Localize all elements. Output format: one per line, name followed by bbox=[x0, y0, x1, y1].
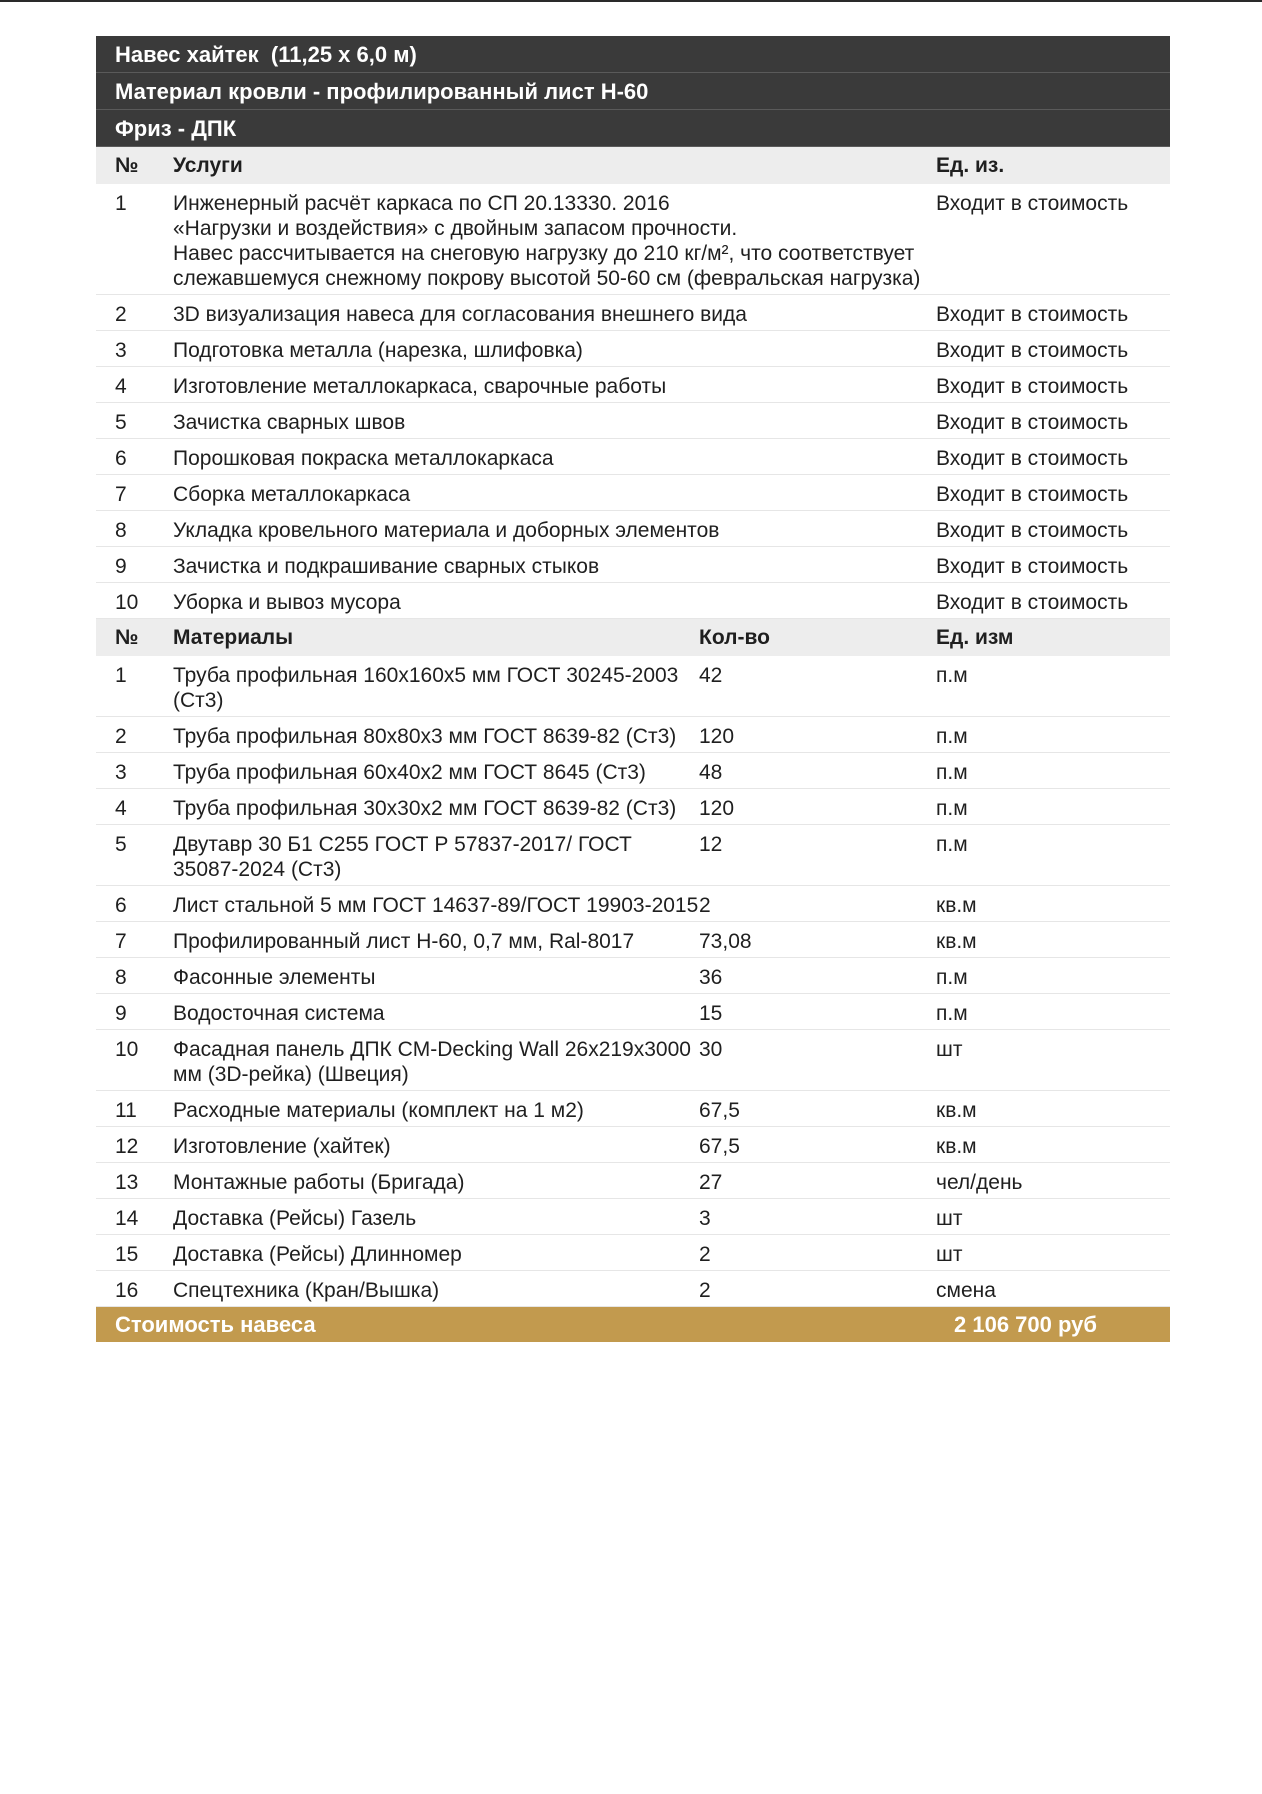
services-name-header: Услуги bbox=[173, 147, 936, 184]
service-num: 10 bbox=[96, 583, 173, 619]
material-unit: кв.м bbox=[936, 1127, 1170, 1163]
material-unit: п.м bbox=[936, 994, 1170, 1030]
materials-unit-header: Ед. изм bbox=[936, 619, 1170, 656]
service-num: 9 bbox=[96, 547, 173, 583]
service-num: 2 bbox=[96, 295, 173, 331]
service-row bbox=[96, 295, 1170, 331]
material-unit: п.м bbox=[936, 753, 1170, 789]
material-name: Спецтехника (Кран/Вышка) bbox=[173, 1271, 699, 1307]
top-rule bbox=[0, 0, 1262, 2]
materials-table bbox=[96, 619, 1170, 1307]
service-unit: Входит в стоимость bbox=[936, 295, 1170, 331]
material-qty: 42 bbox=[699, 656, 936, 717]
roof-material: Материал кровли - профилированный лист Н-60 bbox=[96, 73, 1170, 110]
service-row bbox=[96, 583, 1170, 619]
material-row bbox=[96, 656, 1170, 717]
canopy-title: Навес хайтек (11,25 х 6,0 м) bbox=[96, 36, 1170, 73]
material-name: Фасадная панель ДПК CM-Decking Wall 26х219х3000 мм (3D-рейка) (Швеция) bbox=[173, 1030, 699, 1091]
material-unit: п.м bbox=[936, 825, 1170, 886]
service-name: Подготовка металла (нарезка, шлифовка) bbox=[173, 331, 936, 367]
service-unit: Входит в стоимость bbox=[936, 511, 1170, 547]
material-unit: шт bbox=[936, 1199, 1170, 1235]
material-qty: 48 bbox=[699, 753, 936, 789]
services-header-row bbox=[96, 147, 1170, 184]
materials-qty-header: Кол-во bbox=[699, 619, 936, 656]
material-qty: 67,5 bbox=[699, 1127, 936, 1163]
material-row bbox=[96, 994, 1170, 1030]
material-name: Лист стальной 5 мм ГОСТ 14637-89/ГОСТ 19903-2015 bbox=[173, 886, 699, 922]
material-unit: кв.м bbox=[936, 922, 1170, 958]
material-unit: шт bbox=[936, 1235, 1170, 1271]
material-num: 5 bbox=[96, 825, 173, 886]
service-unit: Входит в стоимость bbox=[936, 184, 1170, 295]
services-table bbox=[96, 147, 1170, 619]
material-num: 9 bbox=[96, 994, 173, 1030]
material-qty: 73,08 bbox=[699, 922, 936, 958]
material-num: 7 bbox=[96, 922, 173, 958]
material-qty: 2 bbox=[699, 886, 936, 922]
material-num: 15 bbox=[96, 1235, 173, 1271]
material-num: 3 bbox=[96, 753, 173, 789]
service-unit: Входит в стоимость bbox=[936, 475, 1170, 511]
material-qty: 120 bbox=[699, 717, 936, 753]
service-unit: Входит в стоимость bbox=[936, 331, 1170, 367]
service-num: 7 bbox=[96, 475, 173, 511]
material-unit: шт bbox=[936, 1030, 1170, 1091]
material-row bbox=[96, 717, 1170, 753]
service-num: 4 bbox=[96, 367, 173, 403]
service-row bbox=[96, 511, 1170, 547]
service-row bbox=[96, 547, 1170, 583]
service-row bbox=[96, 331, 1170, 367]
material-name: Доставка (Рейсы) Длинномер bbox=[173, 1235, 699, 1271]
materials-body bbox=[96, 619, 1170, 1307]
material-name: Изготовление (хайтек) bbox=[173, 1127, 699, 1163]
total-label: Стоимость навеса bbox=[115, 1312, 316, 1337]
material-num: 4 bbox=[96, 789, 173, 825]
material-qty: 3 bbox=[699, 1199, 936, 1235]
total-bar bbox=[96, 1307, 1170, 1342]
service-row bbox=[96, 475, 1170, 511]
material-row bbox=[96, 1127, 1170, 1163]
material-qty: 12 bbox=[699, 825, 936, 886]
material-unit: п.м bbox=[936, 789, 1170, 825]
material-num: 14 bbox=[96, 1199, 173, 1235]
material-row bbox=[96, 789, 1170, 825]
material-row bbox=[96, 922, 1170, 958]
material-name: Двутавр 30 Б1 С255 ГОСТ Р 57837-2017/ ГОСТ 35087-2024 (Ст3) bbox=[173, 825, 699, 886]
service-row bbox=[96, 403, 1170, 439]
material-row bbox=[96, 1030, 1170, 1091]
material-qty: 67,5 bbox=[699, 1091, 936, 1127]
material-row bbox=[96, 1091, 1170, 1127]
material-qty: 120 bbox=[699, 789, 936, 825]
total-value: 2 106 700 руб bbox=[954, 1312, 1097, 1337]
material-num: 16 bbox=[96, 1271, 173, 1307]
materials-name-header: Материалы bbox=[173, 619, 699, 656]
service-name: Зачистка сварных швов bbox=[173, 403, 936, 439]
material-row bbox=[96, 825, 1170, 886]
material-name: Труба профильная 60х40х2 мм ГОСТ 8645 (Ст3) bbox=[173, 753, 699, 789]
service-num: 3 bbox=[96, 331, 173, 367]
service-unit: Входит в стоимость bbox=[936, 367, 1170, 403]
material-row bbox=[96, 1163, 1170, 1199]
services-num-header: № bbox=[96, 147, 173, 184]
material-qty: 2 bbox=[699, 1235, 936, 1271]
material-num: 2 bbox=[96, 717, 173, 753]
material-row bbox=[96, 958, 1170, 994]
material-qty: 27 bbox=[699, 1163, 936, 1199]
material-name: Труба профильная 30х30х2 мм ГОСТ 8639-82 (Ст3) bbox=[173, 789, 699, 825]
service-name: Сборка металлокаркаса bbox=[173, 475, 936, 511]
material-name: Монтажные работы (Бригада) bbox=[173, 1163, 699, 1199]
material-num: 1 bbox=[96, 656, 173, 717]
materials-header-row bbox=[96, 619, 1170, 656]
service-num: 5 bbox=[96, 403, 173, 439]
service-unit: Входит в стоимость bbox=[936, 439, 1170, 475]
services-body bbox=[96, 147, 1170, 619]
material-unit: п.м bbox=[936, 656, 1170, 717]
service-row bbox=[96, 184, 1170, 295]
service-num: 6 bbox=[96, 439, 173, 475]
material-name: Фасонные элементы bbox=[173, 958, 699, 994]
material-unit: кв.м bbox=[936, 1091, 1170, 1127]
material-unit: чел/день bbox=[936, 1163, 1170, 1199]
material-unit: кв.м bbox=[936, 886, 1170, 922]
service-name: Порошковая покраска металлокаркаса bbox=[173, 439, 936, 475]
service-name: Инженерный расчёт каркаса по СП 20.13330. 2016 «Нагрузки и воздействия» с двойным запасом прочности. Навес рассчитывается на снеговую нагрузку до 210 кг/м², что соответствует слежавшемуся снежному покрову высотой 50-60 см (февральская нагрузка) bbox=[173, 184, 936, 295]
service-name: Изготовление металлокаркаса, сварочные работы bbox=[173, 367, 936, 403]
material-row bbox=[96, 753, 1170, 789]
service-row bbox=[96, 439, 1170, 475]
material-row bbox=[96, 886, 1170, 922]
material-num: 13 bbox=[96, 1163, 173, 1199]
material-qty: 30 bbox=[699, 1030, 936, 1091]
material-name: Доставка (Рейсы) Газель bbox=[173, 1199, 699, 1235]
material-name: Водосточная система bbox=[173, 994, 699, 1030]
material-row bbox=[96, 1199, 1170, 1235]
services-unit-header: Ед. из. bbox=[936, 147, 1170, 184]
material-num: 6 bbox=[96, 886, 173, 922]
materials-num-header: № bbox=[96, 619, 173, 656]
material-row bbox=[96, 1235, 1170, 1271]
estimate-sheet bbox=[96, 36, 1170, 1342]
material-num: 11 bbox=[96, 1091, 173, 1127]
material-unit: п.м bbox=[936, 958, 1170, 994]
service-num: 1 bbox=[96, 184, 173, 295]
material-unit: смена bbox=[936, 1271, 1170, 1307]
material-num: 8 bbox=[96, 958, 173, 994]
service-row bbox=[96, 367, 1170, 403]
service-name: Укладка кровельного материала и доборных элементов bbox=[173, 511, 936, 547]
service-name: Зачистка и подкрашивание сварных стыков bbox=[173, 547, 936, 583]
material-name: Расходные материалы (комплект на 1 м2) bbox=[173, 1091, 699, 1127]
service-name: Уборка и вывоз мусора bbox=[173, 583, 936, 619]
service-name: 3D визуализация навеса для согласования внешнего вида bbox=[173, 295, 936, 331]
material-qty: 36 bbox=[699, 958, 936, 994]
material-qty: 15 bbox=[699, 994, 936, 1030]
service-unit: Входит в стоимость bbox=[936, 583, 1170, 619]
service-unit: Входит в стоимость bbox=[936, 547, 1170, 583]
frieze-material: Фриз - ДПК bbox=[96, 110, 1170, 147]
material-name: Труба профильная 160х160х5 мм ГОСТ 30245-2003 (Ст3) bbox=[173, 656, 699, 717]
service-unit: Входит в стоимость bbox=[936, 403, 1170, 439]
material-num: 12 bbox=[96, 1127, 173, 1163]
material-unit: п.м bbox=[936, 717, 1170, 753]
material-num: 10 bbox=[96, 1030, 173, 1091]
material-qty: 2 bbox=[699, 1271, 936, 1307]
material-name: Профилированный лист Н-60, 0,7 мм, Ral-8017 bbox=[173, 922, 699, 958]
service-num: 8 bbox=[96, 511, 173, 547]
material-name: Труба профильная 80х80х3 мм ГОСТ 8639-82 (Ст3) bbox=[173, 717, 699, 753]
material-row bbox=[96, 1271, 1170, 1307]
